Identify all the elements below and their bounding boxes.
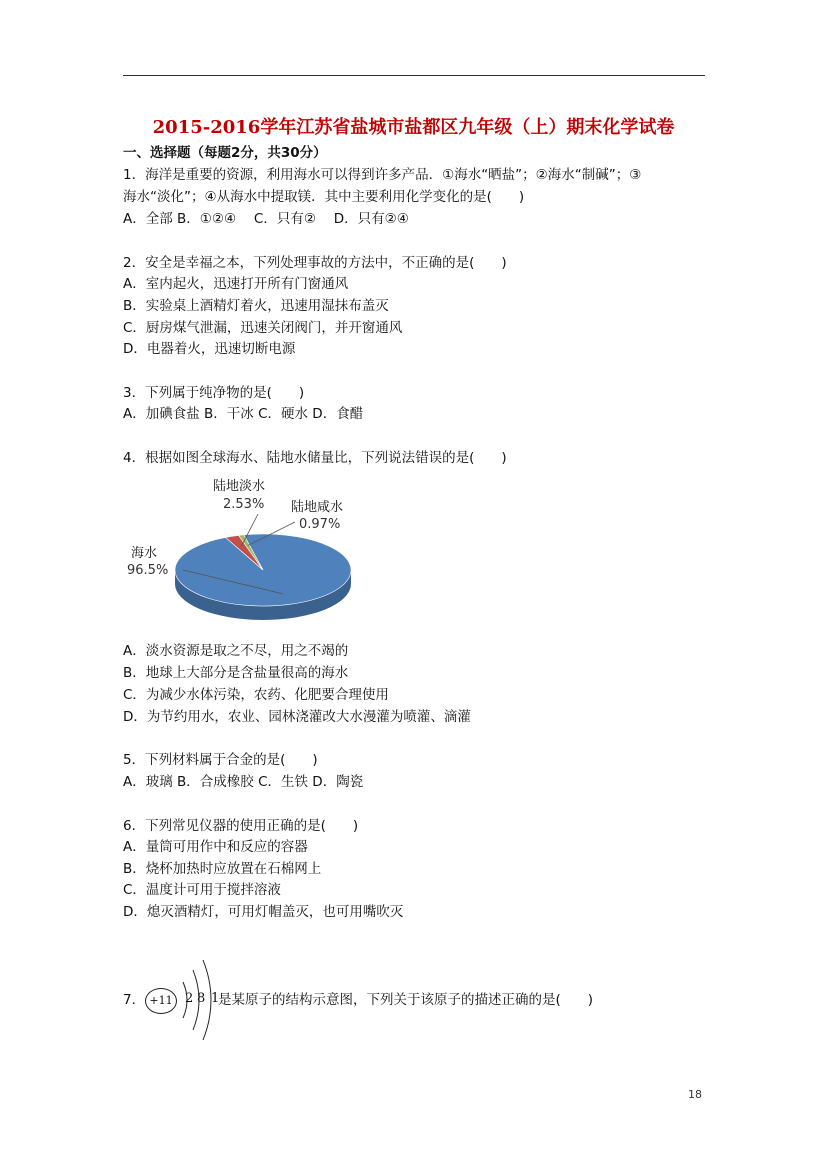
shell-2-electrons: 8 <box>197 991 206 1006</box>
q5-options: A．玻璃 B．合成橡胶 C．生铁 D．陶瓷 <box>123 774 364 790</box>
chart-value-seawater: 96.5% <box>127 563 169 578</box>
q7-stem: 是某原子的结构示意图，下列关于该原子的描述正确的是( ) <box>218 992 594 1008</box>
q2-option-c: C．厨房煤气泄漏，迅速关闭阀门，并开窗通风 <box>123 320 403 336</box>
q4-option-c: C．为减少水体污染，农药、化肥要合理使用 <box>123 687 389 703</box>
chart-value-fresh-water: 2.53% <box>223 497 265 512</box>
q6-option-c: C．温度计可用于搅拌溶液 <box>123 882 281 898</box>
q1-stem-line2: 海水“淡化”；④从海水中提取镁．其中主要利用化学变化的是( ) <box>123 189 525 205</box>
q4-option-b: B．地球上大部分是含盐量很高的海水 <box>123 665 349 681</box>
q6-option-b: B．烧杯加热时应放置在石棉网上 <box>123 861 322 877</box>
atom-structure-diagram <box>145 950 225 1050</box>
q6-stem: 6．下列常见仪器的使用正确的是( ) <box>123 818 359 834</box>
q3-options: A．加碘食盐 B．干冰 C．硬水 D．食醋 <box>123 406 364 422</box>
q7-number: 7． <box>123 992 146 1008</box>
header-rule <box>123 75 705 76</box>
chart-label-seawater: 海水 <box>131 546 158 561</box>
q2-option-d: D．电器着火，迅速切断电源 <box>123 341 296 357</box>
page-number: 18 <box>688 1088 702 1101</box>
section-heading: 一、选择题（每题2分，共30分） <box>123 145 327 161</box>
q6-option-d: D．熄灭酒精灯，可用灯帽盖灭，也可用嘴吹灭 <box>123 904 404 920</box>
q4-stem: 4．根据如图全球海水、陆地水储量比，下列说法错误的是( ) <box>123 450 507 466</box>
shell-1-electrons: 2 <box>185 991 194 1006</box>
q5-stem: 5．下列材料属于合金的是( ) <box>123 752 318 768</box>
q6-option-a: A．量筒可用作中和反应的容器 <box>123 839 308 855</box>
shell-3-electrons: 1 <box>211 991 220 1006</box>
q2-stem: 2．安全是幸福之本，下列处理事故的方法中，不正确的是( ) <box>123 255 507 271</box>
chart-value-salt-land-water: 0.97% <box>299 517 341 532</box>
water-pie-chart <box>123 470 363 630</box>
atom-nucleus: +11 <box>145 988 177 1014</box>
q4-option-d: D．为节约用水，农业、园林浇灌改大水漫灌为喷灌、滴灌 <box>123 709 471 725</box>
q1-stem-line1: 1．海洋是重要的资源，利用海水可以得到许多产品．①海水“晒盐”；②海水“制碱”；③ <box>123 167 642 183</box>
chart-label-salt-land-water: 陆地咸水 <box>291 500 344 515</box>
q2-option-b: B．实验桌上酒精灯着火，迅速用湿抹布盖灭 <box>123 298 389 314</box>
q2-option-a: A．室内起火，迅速打开所有门窗通风 <box>123 276 349 292</box>
chart-label-fresh-water: 陆地淡水 <box>213 479 266 494</box>
q4-option-a: A．淡水资源是取之不尽，用之不竭的 <box>123 643 349 659</box>
q1-options: A．全部 B．①②④ C．只有② D．只有②④ <box>123 211 409 227</box>
page-title: 2015-2016学年江苏省盐城市盐都区九年级（上）期末化学试卷 <box>152 117 675 138</box>
q3-stem: 3．下列属于纯净物的是( ) <box>123 385 305 401</box>
